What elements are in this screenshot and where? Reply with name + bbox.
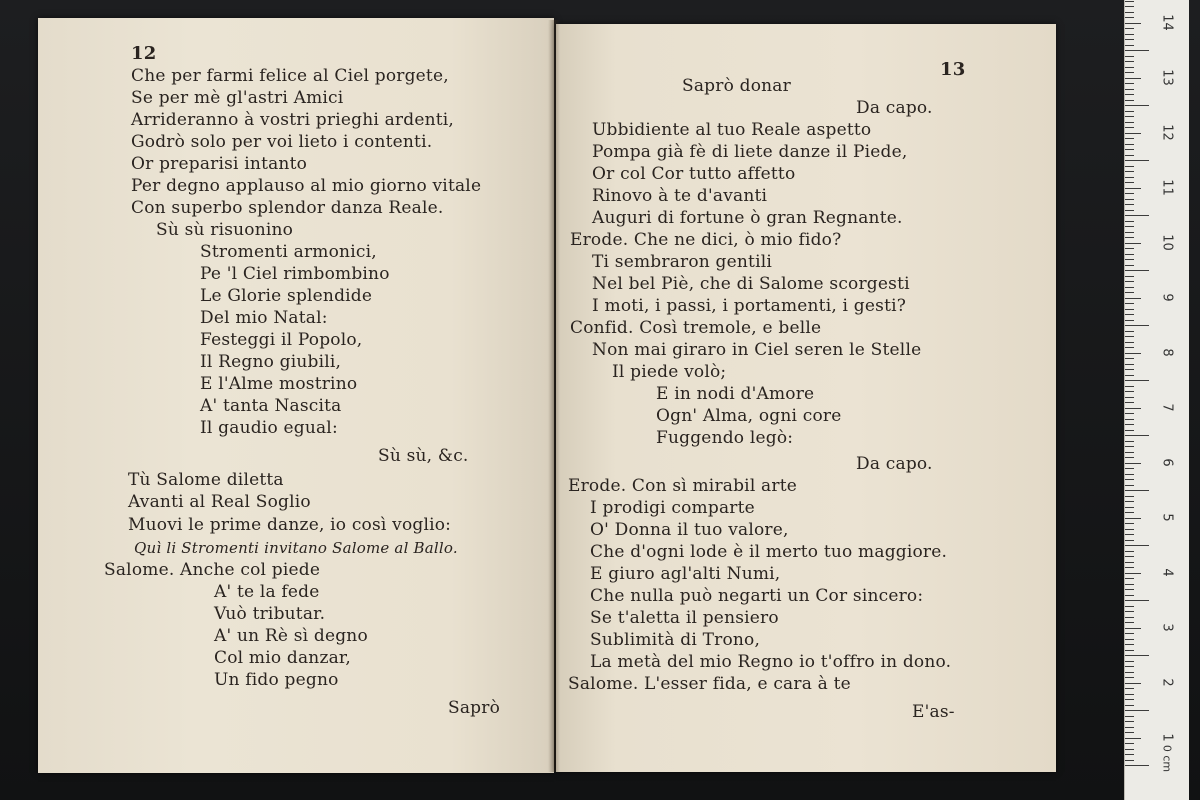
ruler-tick (1125, 760, 1134, 761)
ruler-tick (1125, 540, 1134, 541)
right-page (556, 24, 1056, 772)
text-line: Il piede volò; (612, 362, 727, 382)
page-number: 13 (940, 59, 966, 80)
text-line: Pompa già fè di liete danze il Piede, (592, 142, 908, 162)
ruler-tick (1125, 204, 1134, 205)
ruler-tick (1125, 518, 1141, 519)
text-line: Il gaudio egual: (200, 418, 338, 438)
text-line: Salome. L'esser fida, e cara à te (568, 674, 851, 694)
ruler-tick (1125, 507, 1134, 508)
text-line: E l'Alme mostrino (200, 374, 358, 394)
ruler-tick (1125, 160, 1149, 161)
ruler-tick (1125, 6, 1134, 7)
text-line: A' un Rè sì degno (214, 626, 368, 646)
text-line: Che d'ogni lode è il merto tuo maggiore. (590, 542, 948, 562)
text-line: Da capo. (856, 98, 933, 118)
text-line: Se per mè gl'astri Amici (131, 88, 344, 108)
text-line: Se t'aletta il pensiero (590, 608, 779, 628)
ruler-tick (1125, 122, 1134, 123)
ruler-tick (1125, 765, 1149, 766)
ruler-tick (1125, 694, 1134, 695)
ruler-tick (1125, 309, 1134, 310)
ruler-tick (1125, 320, 1134, 321)
ruler-tick (1125, 710, 1149, 711)
ruler-tick (1125, 485, 1134, 486)
text-line: Erode. Con sì mirabil arte (568, 476, 798, 496)
text-line: Festeggi il Popolo, (200, 330, 363, 350)
ruler-tick (1125, 672, 1134, 673)
text-line: Del mio Natal: (200, 308, 328, 328)
ruler-tick (1125, 226, 1134, 227)
ruler-tick (1125, 237, 1134, 238)
ruler-tick (1125, 369, 1134, 370)
catchword: E'as- (912, 702, 955, 722)
text-line: A' tanta Nascita (200, 396, 342, 416)
ruler-tick (1125, 193, 1134, 194)
ruler-tick (1125, 732, 1134, 733)
ruler-number: 10 (1159, 234, 1175, 251)
text-line: Sù sù, &c. (378, 446, 469, 466)
ruler-tick (1125, 221, 1134, 222)
ruler-tick (1125, 512, 1134, 513)
ruler-tick (1125, 468, 1134, 469)
text-line: Stromenti armonici, (200, 242, 377, 262)
ruler-tick (1125, 650, 1134, 651)
text-line: Erode. Che ne dici, ò mio fido? (570, 230, 842, 250)
ruler-tick (1125, 397, 1134, 398)
ruler-tick (1125, 270, 1149, 271)
ruler-tick (1125, 177, 1134, 178)
ruler-number: 5 (1159, 513, 1175, 522)
ruler-tick (1125, 210, 1134, 211)
ruler-tick (1125, 34, 1134, 35)
ruler-tick (1125, 83, 1134, 84)
ruler-tick (1125, 628, 1141, 629)
ruler-tick (1125, 562, 1134, 563)
ruler-number: 13 (1159, 69, 1175, 86)
ruler-tick (1125, 545, 1149, 546)
ruler-tick (1125, 738, 1141, 739)
ruler-tick (1125, 727, 1134, 728)
page-number: 12 (131, 43, 157, 64)
ruler-tick (1125, 105, 1149, 106)
ruler-tick (1125, 380, 1149, 381)
ruler-tick (1125, 138, 1134, 139)
ruler-tick (1125, 149, 1134, 150)
ruler-tick (1125, 716, 1134, 717)
ruler-tick (1125, 265, 1134, 266)
ruler-tick (1125, 45, 1134, 46)
ruler-tick (1125, 600, 1149, 601)
ruler-tick (1125, 232, 1134, 233)
ruler-tick (1125, 100, 1134, 101)
ruler-tick (1125, 303, 1134, 304)
ruler-tick (1125, 424, 1134, 425)
ruler-tick (1125, 314, 1134, 315)
ruler-tick (1125, 133, 1141, 134)
ruler-tick (1125, 699, 1134, 700)
ruler-tick (1125, 611, 1134, 612)
text-line: O' Donna il tuo valore, (590, 520, 789, 540)
ruler-tick (1125, 254, 1134, 255)
text-line: Godrò solo per voi lieto i contenti. (131, 132, 433, 152)
ruler-tick (1125, 408, 1141, 409)
ruler-tick (1125, 622, 1134, 623)
ruler-number: 3 (1159, 623, 1175, 632)
ruler-tick (1125, 391, 1134, 392)
text-line: Tù Salome diletta (128, 470, 284, 490)
ruler-tick (1125, 441, 1134, 442)
ruler-number: 4 (1159, 568, 1175, 577)
text-line: La metà del mio Regno io t'offro in dono. (590, 652, 952, 672)
text-line: Nel bel Piè, che di Salome scorgesti (592, 274, 910, 294)
ruler-tick (1125, 188, 1141, 189)
text-line: Or preparisi intanto (131, 154, 308, 174)
ruler-tick (1125, 419, 1134, 420)
text-line: Per degno applauso al mio giorno vitale (131, 176, 482, 196)
ruler-tick (1125, 67, 1134, 68)
ruler-tick (1125, 479, 1134, 480)
ruler-number: 11 (1159, 179, 1175, 196)
text-line: Confid. Così tremole, e belle (570, 318, 822, 338)
ruler-number: 12 (1159, 124, 1175, 141)
text-line: Ogn' Alma, ogni core (656, 406, 842, 426)
ruler-tick (1125, 677, 1134, 678)
text-line: Che per farmi felice al Ciel porgete, (131, 66, 449, 86)
ruler-tick (1125, 655, 1149, 656)
ruler-tick (1125, 78, 1141, 79)
text-line: Fuggendo legò: (656, 428, 794, 448)
text-line: I prodigi comparte (590, 498, 755, 518)
ruler-tick (1125, 182, 1134, 183)
ruler-number: 9 (1159, 293, 1175, 302)
ruler-number: 7 (1159, 403, 1175, 412)
ruler-tick (1125, 276, 1134, 277)
ruler-number: 8 (1159, 348, 1175, 357)
ruler-tick (1125, 463, 1141, 464)
ruler-tick (1125, 94, 1134, 95)
ruler-tick (1125, 556, 1134, 557)
ruler-tick (1125, 61, 1134, 62)
ruler-tick (1125, 743, 1134, 744)
ruler-tick (1125, 435, 1149, 436)
ruler-tick (1125, 457, 1134, 458)
ruler-tick (1125, 281, 1134, 282)
ruler-number: 2 (1159, 678, 1175, 687)
text-line: E giuro agl'alti Numi, (590, 564, 781, 584)
ruler-tick (1125, 56, 1134, 57)
text-line: Sublimità di Trono, (590, 630, 761, 650)
ruler-tick (1125, 573, 1141, 574)
ruler-tick (1125, 375, 1134, 376)
text-line: Il Regno giubili, (200, 352, 342, 372)
ruler-tick (1125, 50, 1149, 51)
ruler-tick (1125, 551, 1134, 552)
ruler-tick (1125, 584, 1134, 585)
ruler-tick (1125, 567, 1134, 568)
ruler-tick (1125, 215, 1149, 216)
text-line: Salome. Anche col piede (104, 560, 321, 580)
ruler-tick (1125, 23, 1141, 24)
ruler-tick (1125, 523, 1134, 524)
ruler-tick (1125, 688, 1134, 689)
measuring-ruler (1124, 0, 1189, 800)
ruler-tick (1125, 754, 1134, 755)
ruler-tick (1125, 606, 1134, 607)
ruler-tick (1125, 633, 1134, 634)
text-line: Pe 'l Ciel rimbombino (200, 264, 390, 284)
ruler-tick (1125, 666, 1134, 667)
text-line: Che nulla può negarti un Cor sincero: (590, 586, 924, 606)
ruler-tick (1125, 39, 1134, 40)
ruler-number: 1 (1159, 733, 1175, 742)
ruler-tick (1125, 12, 1134, 13)
ruler-tick (1125, 446, 1134, 447)
ruler-tick (1125, 331, 1134, 332)
ruler-tick (1125, 749, 1134, 750)
ruler-tick (1125, 386, 1134, 387)
ruler-tick (1125, 342, 1134, 343)
ruler-tick (1125, 705, 1134, 706)
ruler-tick (1125, 347, 1134, 348)
ruler-tick (1125, 490, 1149, 491)
text-line: Ubbidiente al tuo Reale aspetto (592, 120, 872, 140)
ruler-tick (1125, 287, 1134, 288)
ruler-tick (1125, 589, 1134, 590)
text-line: Or col Cor tutto affetto (592, 164, 796, 184)
ruler-tick (1125, 325, 1149, 326)
ruler-tick (1125, 402, 1134, 403)
ruler-tick (1125, 116, 1134, 117)
ruler-tick (1125, 430, 1134, 431)
text-line: Arrideranno à vostri prieghi ardenti, (131, 110, 455, 130)
ruler-tick (1125, 644, 1134, 645)
ruler-tick (1125, 413, 1134, 414)
ruler-number: 14 (1159, 14, 1175, 31)
ruler-number: 6 (1159, 458, 1175, 467)
ruler-tick (1125, 617, 1134, 618)
text-line: Saprò donar (682, 76, 791, 96)
ruler-tick (1125, 496, 1134, 497)
ruler-tick (1125, 639, 1134, 640)
text-line: Con superbo splendor danza Reale. (131, 198, 444, 218)
ruler-tick (1125, 111, 1134, 112)
text-line: I moti, i passi, i portamenti, i gesti? (592, 296, 907, 316)
ruler-tick (1125, 452, 1134, 453)
text-line: Col mio danzar, (214, 648, 351, 668)
ruler-tick (1125, 595, 1134, 596)
ruler-tick (1125, 578, 1134, 579)
book-gutter (548, 20, 560, 772)
ruler-tick (1125, 683, 1141, 684)
text-line: E in nodi d'Amore (656, 384, 815, 404)
ruler-tick (1125, 72, 1134, 73)
ruler-tick (1125, 243, 1141, 244)
ruler-unit-label: 0 cm (1160, 744, 1174, 773)
text-line: Le Glorie splendide (200, 286, 373, 306)
text-line: Auguri di fortune ò gran Regnante. (592, 208, 903, 228)
ruler-tick (1125, 336, 1134, 337)
text-line: Rinovo à te d'avanti (592, 186, 768, 206)
ruler-tick (1125, 89, 1134, 90)
ruler-tick (1125, 259, 1134, 260)
text-line: Sù sù risuonino (156, 220, 294, 240)
text-line: Avanti al Real Soglio (128, 492, 311, 512)
ruler-tick (1125, 661, 1134, 662)
text-line: Non mai giraro in Ciel seren le Stelle (592, 340, 922, 360)
ruler-tick (1125, 529, 1134, 530)
text-line: Ti sembraron gentili (592, 252, 772, 272)
ruler-tick (1125, 166, 1134, 167)
ruler-tick (1125, 1, 1134, 2)
ruler-tick (1125, 358, 1134, 359)
text-line: A' te la fede (214, 582, 320, 602)
ruler-tick (1125, 364, 1134, 365)
ruler-tick (1125, 199, 1134, 200)
ruler-tick (1125, 474, 1134, 475)
ruler-tick (1125, 534, 1134, 535)
ruler-tick (1125, 144, 1134, 145)
catchword: Saprò (448, 698, 501, 718)
ruler-tick (1125, 248, 1134, 249)
ruler-tick (1125, 155, 1134, 156)
ruler-tick (1125, 292, 1134, 293)
text-line: Da capo. (856, 454, 933, 474)
ruler-tick (1125, 501, 1134, 502)
ruler-tick (1125, 28, 1134, 29)
ruler-tick (1125, 353, 1141, 354)
text-line: Muovi le prime danze, io così voglio: (128, 515, 452, 535)
text-line: Un fido pegno (214, 670, 339, 690)
left-page (38, 18, 554, 773)
text-line: Vuò tributar. (214, 604, 326, 624)
ruler-tick (1125, 171, 1134, 172)
stage-direction: Quì li Stromenti invitano Salome al Ballo. (134, 539, 458, 557)
ruler-tick (1125, 721, 1134, 722)
ruler-tick (1125, 17, 1134, 18)
ruler-tick (1125, 298, 1141, 299)
ruler-tick (1125, 127, 1134, 128)
